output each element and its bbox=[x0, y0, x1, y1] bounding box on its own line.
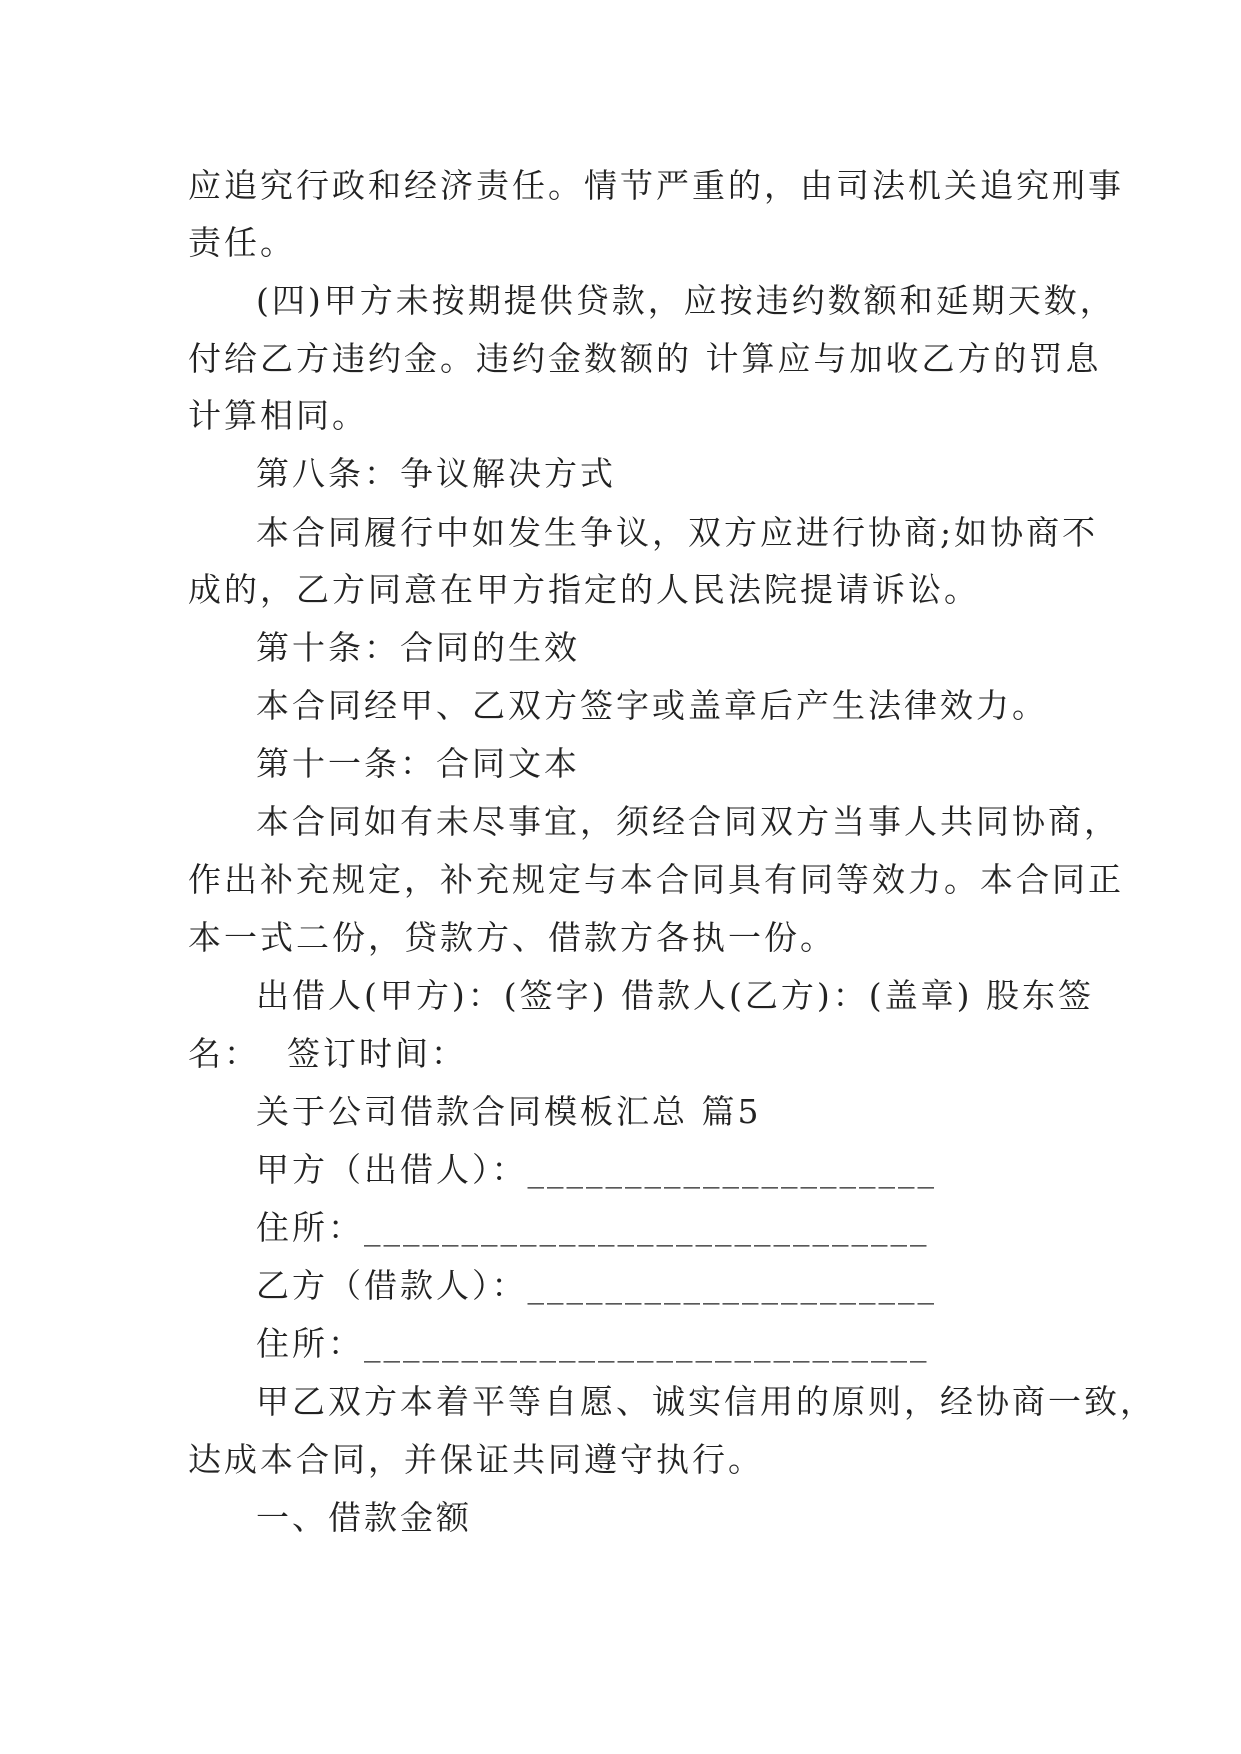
text-line: 应追究行政和经济责任。情节严重的，由司法机关追究刑事 bbox=[188, 166, 1124, 205]
article-title: 关于公司借款合同模板汇总 篇5 bbox=[256, 1092, 762, 1131]
address-field: 住所：_____________________________ bbox=[256, 1208, 930, 1247]
text-line: 甲乙双方本着平等自愿、诚实信用的原则，经协商一致， bbox=[256, 1382, 1156, 1421]
text-line: (四)甲方未按期提供贷款，应按违约数额和延期天数， bbox=[256, 281, 1116, 320]
section-heading: 第十条：合同的生效 bbox=[256, 628, 580, 667]
text-line: 本合同如有未尽事宜，须经合同双方当事人共同协商， bbox=[256, 802, 1120, 841]
text-line: 作出补充规定，补充规定与本合同具有同等效力。本合同正 bbox=[188, 860, 1124, 899]
text-line: 计算相同。 bbox=[188, 396, 368, 435]
address-field: 住所：_____________________________ bbox=[256, 1324, 930, 1363]
text-line: 本合同履行中如发生争议，双方应进行协商;如协商不 bbox=[256, 513, 1099, 552]
party-b-field: 乙方（借款人）：_____________________ bbox=[256, 1266, 937, 1305]
text-line: 本合同经甲、乙双方签字或盖章后产生法律效力。 bbox=[256, 686, 1048, 725]
section-heading: 一、借款金额 bbox=[256, 1498, 472, 1537]
text-line: 成的，乙方同意在甲方指定的人民法院提请诉讼。 bbox=[188, 570, 980, 609]
party-a-field: 甲方（出借人）：_____________________ bbox=[256, 1150, 937, 1189]
text-line: 达成本合同，并保证共同遵守执行。 bbox=[188, 1440, 764, 1479]
text-line: 本一式二份，贷款方、借款方各执一份。 bbox=[188, 918, 836, 957]
signature-line: 名： 签订时间： bbox=[188, 1034, 467, 1073]
text-line: 付给乙方违约金。违约金数额的 计算应与加收乙方的罚息 bbox=[188, 339, 1102, 378]
section-heading: 第八条：争议解决方式 bbox=[256, 454, 616, 493]
section-heading: 第十一条：合同文本 bbox=[256, 744, 580, 783]
text-line: 责任。 bbox=[188, 223, 296, 262]
signature-line: 出借人(甲方)：(签字) 借款人(乙方)：(盖章) 股东签 bbox=[256, 976, 1094, 1015]
